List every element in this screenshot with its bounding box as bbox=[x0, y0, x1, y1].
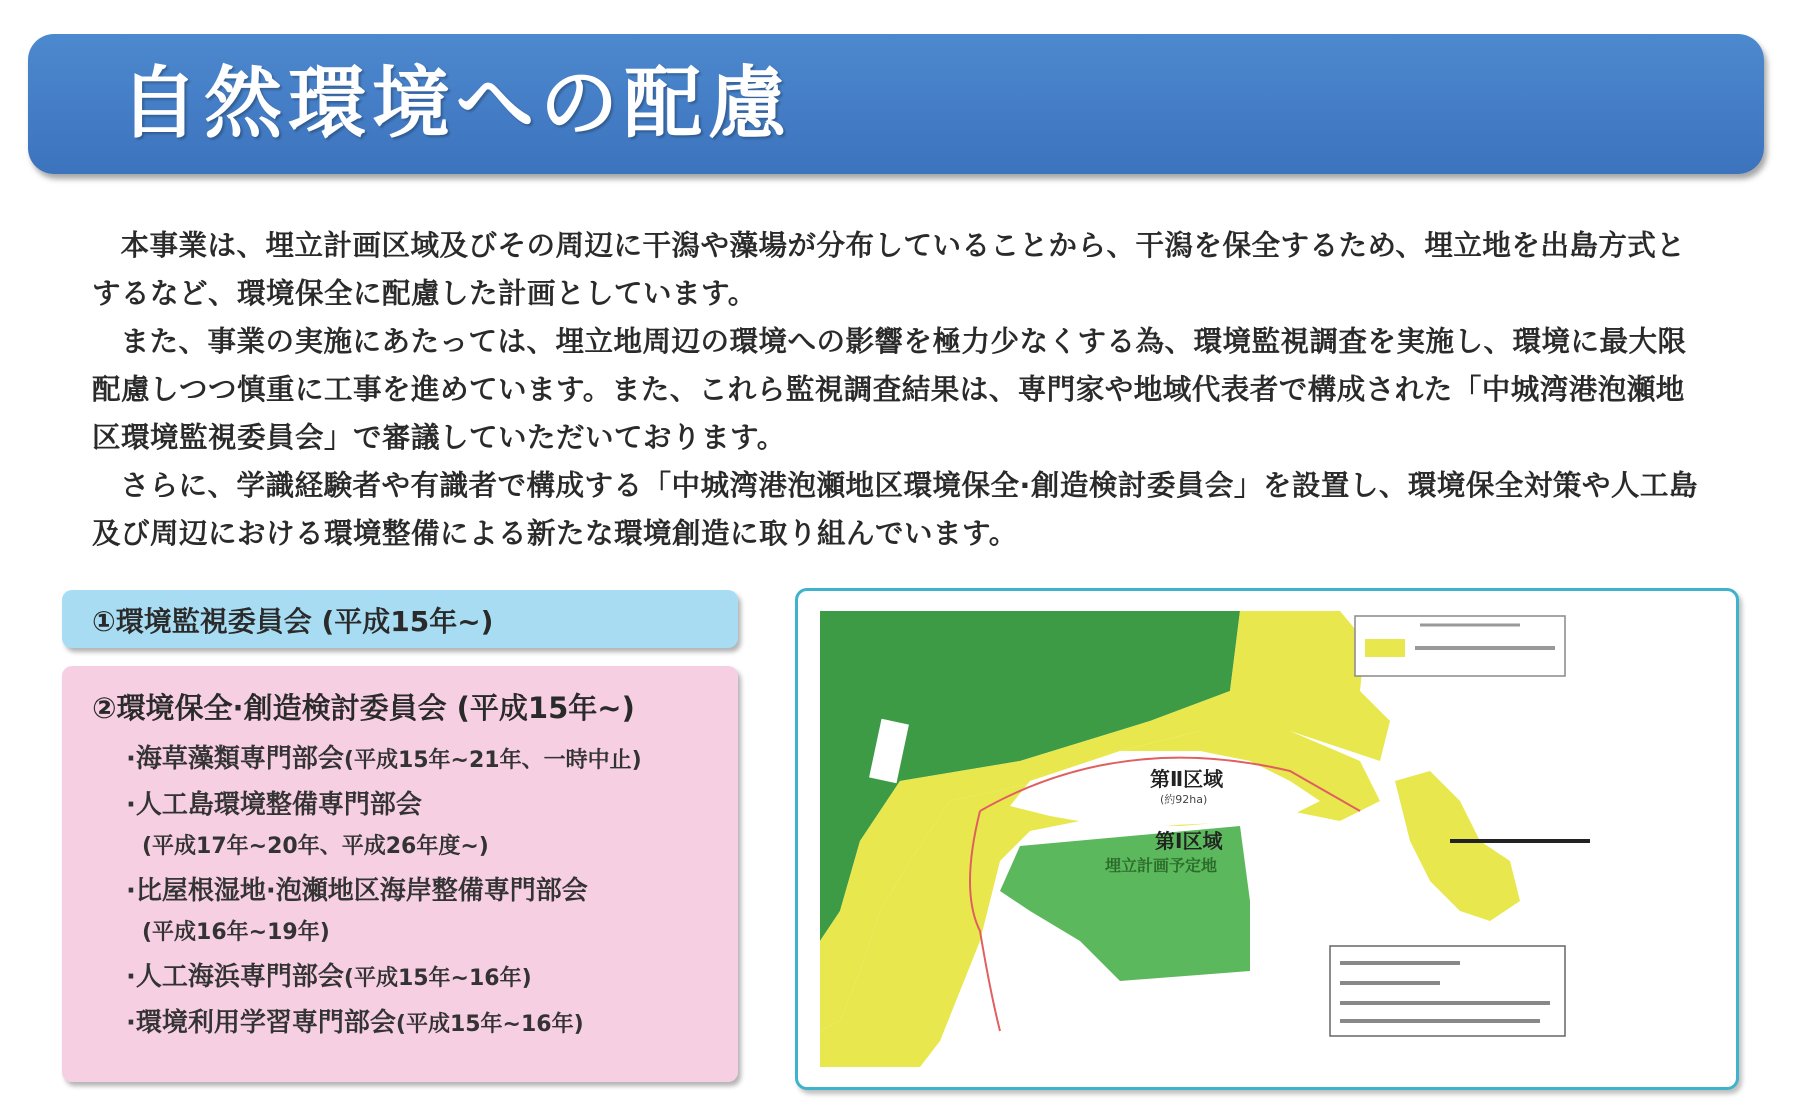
intro-paragraph-1: 本事業は、埋立計画区域及びその周辺に干潟や藻場が分布していることから、干潟を保全するため、埋立地を出島方式とするなど、環境保全に配慮した計画としています。 bbox=[92, 229, 1686, 310]
intro-paragraph-2: また、事業の実施にあたっては、埋立地周辺の環境への影響を極力少なくする為、環境監視調査を実施し、環境に最大限配慮しつつ慎重に工事を進めています。また、これら監視調査結果は、専門家や地域代表者で構成された「中城湾港泡瀬地区環境監視委員会」で審議していただいております。 bbox=[92, 325, 1687, 454]
subcommittee-name: ·環境利用学習専門部会 bbox=[126, 1008, 396, 1038]
subcommittee-note: (平成16年~19年) bbox=[142, 920, 330, 945]
title-banner bbox=[28, 34, 1764, 174]
subcommittee-note: (平成15年~16年) bbox=[343, 966, 532, 991]
intro-text bbox=[92, 222, 1712, 558]
list-item bbox=[126, 738, 642, 782]
legend-swatch bbox=[1365, 639, 1405, 657]
committee1-box bbox=[62, 590, 738, 648]
committee2-title: ②環境保全·創造検討委員会 (平成15年~) bbox=[92, 691, 635, 725]
map-frame bbox=[795, 588, 1739, 1090]
page-title: 自然環境への配慮 bbox=[120, 59, 793, 149]
area2-size: (約92ha) bbox=[1160, 793, 1208, 806]
area1-sub: 埋立計画予定地 bbox=[1105, 856, 1218, 875]
committee1-title: ①環境監視委員会 (平成15年~) bbox=[92, 605, 494, 638]
subcommittee-note: (平成15年~21年、一時中止) bbox=[343, 748, 642, 773]
area-map bbox=[820, 611, 1716, 1067]
committee2-box bbox=[62, 666, 738, 1082]
area1-label: 第Ⅰ区域 bbox=[1155, 829, 1223, 853]
list-item bbox=[126, 870, 642, 954]
subcommittee-note: (平成15年~16年) bbox=[395, 1012, 584, 1037]
subcommittee-name: ·人工島環境整備専門部会 bbox=[126, 790, 422, 820]
list-item bbox=[126, 1002, 642, 1046]
list-item bbox=[126, 956, 642, 1000]
subcommittee-name: ·海草藻類専門部会 bbox=[126, 744, 344, 774]
subcommittee-note: (平成17年~20年、平成26年度~) bbox=[142, 834, 489, 859]
area2-label: 第Ⅱ区域 bbox=[1150, 767, 1224, 791]
list-item bbox=[126, 784, 642, 868]
subcommittee-list bbox=[126, 738, 642, 1048]
subcommittee-name: ·人工海浜専門部会 bbox=[126, 962, 344, 992]
intro-paragraph-3: さらに、学識経験者や有識者で構成する「中城湾港泡瀬地区環境保全·創造検討委員会」を設置し、環境保全対策や人工島及び周辺における環境整備による新たな環境創造に取り組んでいます。 bbox=[92, 469, 1698, 550]
subcommittee-name: ·比屋根湿地·泡瀬地区海岸整備専門部会 bbox=[126, 876, 588, 906]
